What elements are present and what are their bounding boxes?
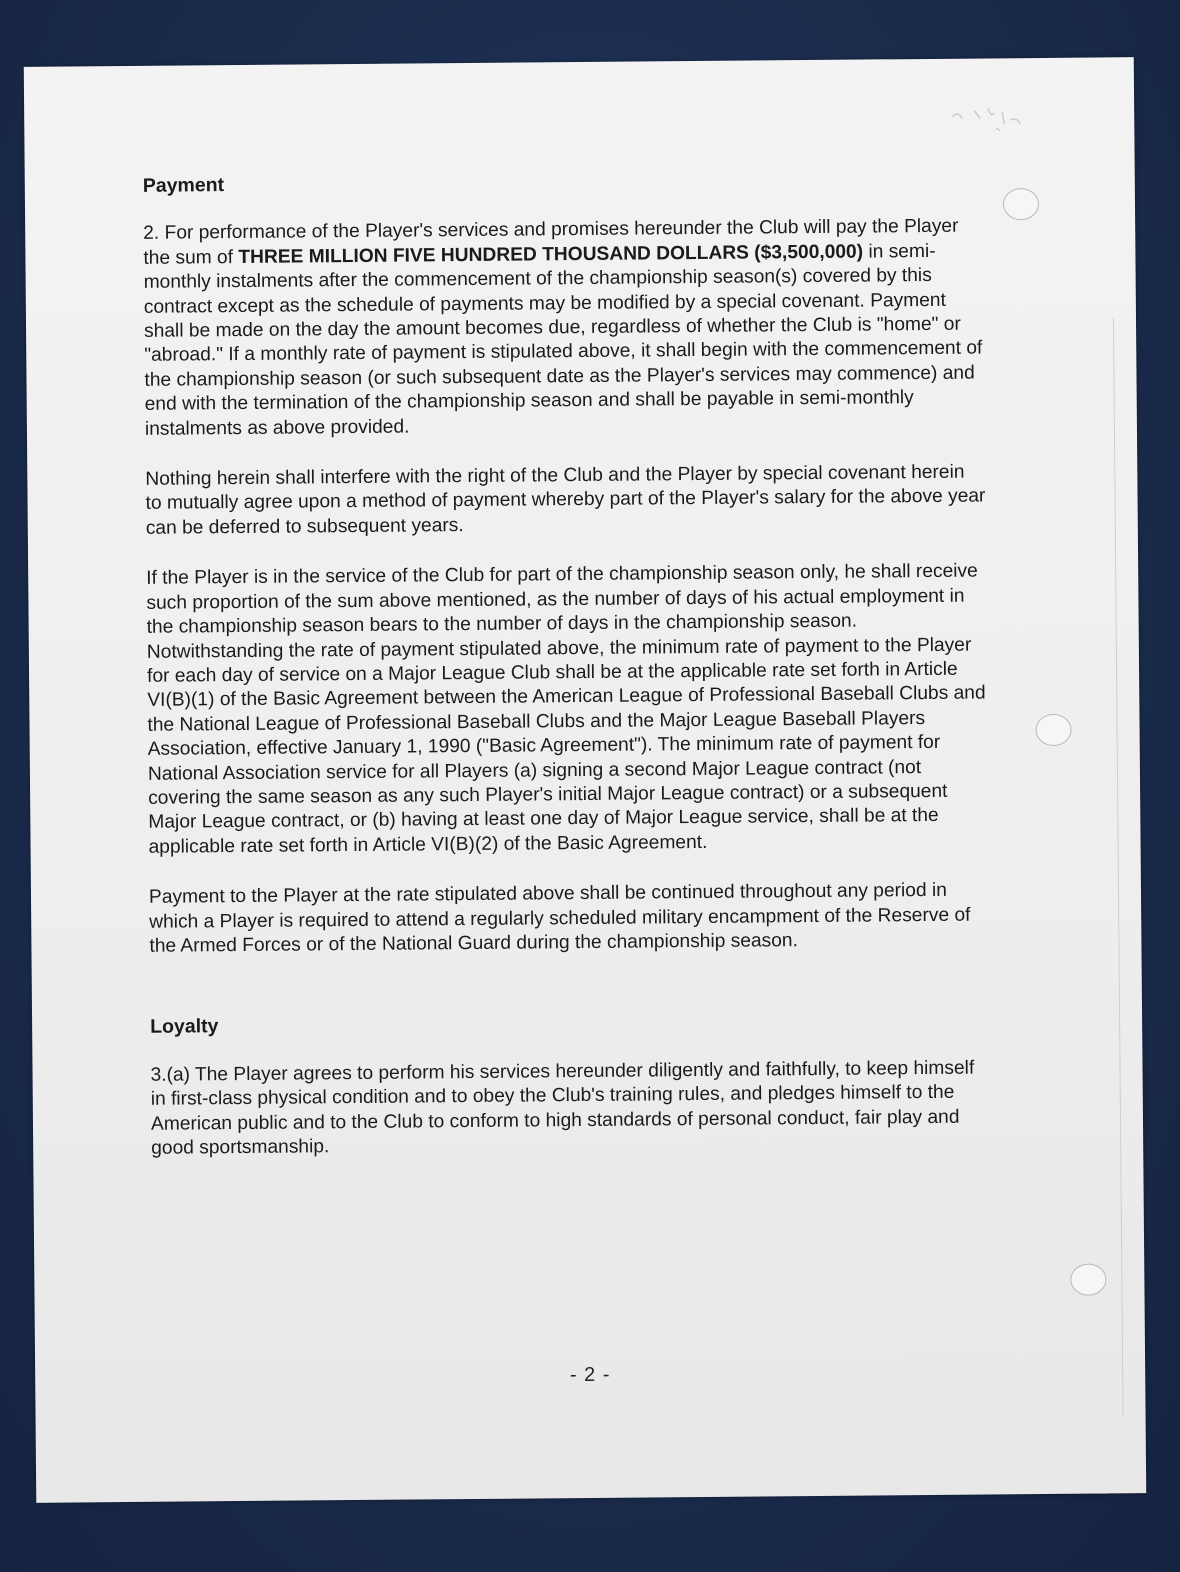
punch-hole xyxy=(1070,1263,1106,1295)
deferral-paragraph: Nothing herein shall interfere with the right of the Club and the Player by special covenant herein to mutually agree upon a method of payment whereby part of the Player's salary for the above year can be deferred to subsequent years. xyxy=(145,461,986,539)
punch-hole xyxy=(1035,714,1071,746)
section-heading-payment: Payment xyxy=(142,174,225,197)
handwriting-smudge-icon xyxy=(944,98,1034,139)
paragraph-text: in semi-monthly instalments after the commencement of the championship season(s) covered by this contract except as the schedule of payments may be modified by a special covenant. Payment shall be made on the day the amount becomes due, regardless of whether the Club is "home" or "abroad." If a monthly rate of payment is stipulated above, it shall begin with the commencement of the championship season (or such subsequent date as the Player's services may commence) and end with the termination of the championship season and shall be payable in semi-monthly instalments as above provided. xyxy=(143,240,983,440)
document-body xyxy=(143,167,992,1188)
page-number: - 2 - xyxy=(569,1363,611,1387)
payment-paragraph-2 xyxy=(143,215,985,442)
partial-season-paragraph: If the Player is in the service of the Club for part of the championship season only, he shall receive such proportion of the sum above mentioned, as the number of days of his actual employment in the championship season bears to the number of days in the championship season. Notwithstanding the rate of payment stipulated above, the minimum rate of payment to the Player for each day of service on a Major League Club shall be at the applicable rate set forth in Article VI(B)(1) of the Basic Agreement between the American League of Professional Baseball Clubs and the National League of Professional Baseball Clubs and the Major League Baseball Players Association, effective January 1, 1990 ("Basic Agreement"). The minimum rate of payment for National Association service for all Players (a) signing a second Major League contract (not covering the same season as any such Player's initial Major League contract) or a subsequent Major League contract, or (b) having at least one day of Major League service, shall be at the applicable rate set forth in Article VI(B)(2) of the Basic Agreement. xyxy=(146,560,986,858)
punch-hole xyxy=(1003,188,1039,220)
loyalty-paragraph-3a: 3.(a) The Player agrees to perform his services hereunder diligently and faithfully, to keep himself in first-class physical condition and to obey the Club's training rules, and pledges himself to the American public and to the Club to conform to high standards of personal conduct, fair play and good sportsmanship. xyxy=(150,1057,975,1159)
section-heading-loyalty: Loyalty xyxy=(150,1015,219,1039)
paragraph-text: 2. For performance of the Player's services and promises hereunder the Club will pay the Player the sum of xyxy=(143,216,959,269)
sheet-edge-line xyxy=(1113,317,1124,1417)
payment-amount: THREE MILLION FIVE HUNDRED THOUSAND DOLLARS ($3,500,000) xyxy=(238,241,864,268)
contract-page xyxy=(24,57,1146,1503)
military-paragraph: Payment to the Player at the rate stipulated above shall be continued throughout any period in which a Player is required to attend a regularly scheduled military encampment of the Reserve of the Armed Forces or of the National Guard during the championship season. xyxy=(148,880,971,957)
